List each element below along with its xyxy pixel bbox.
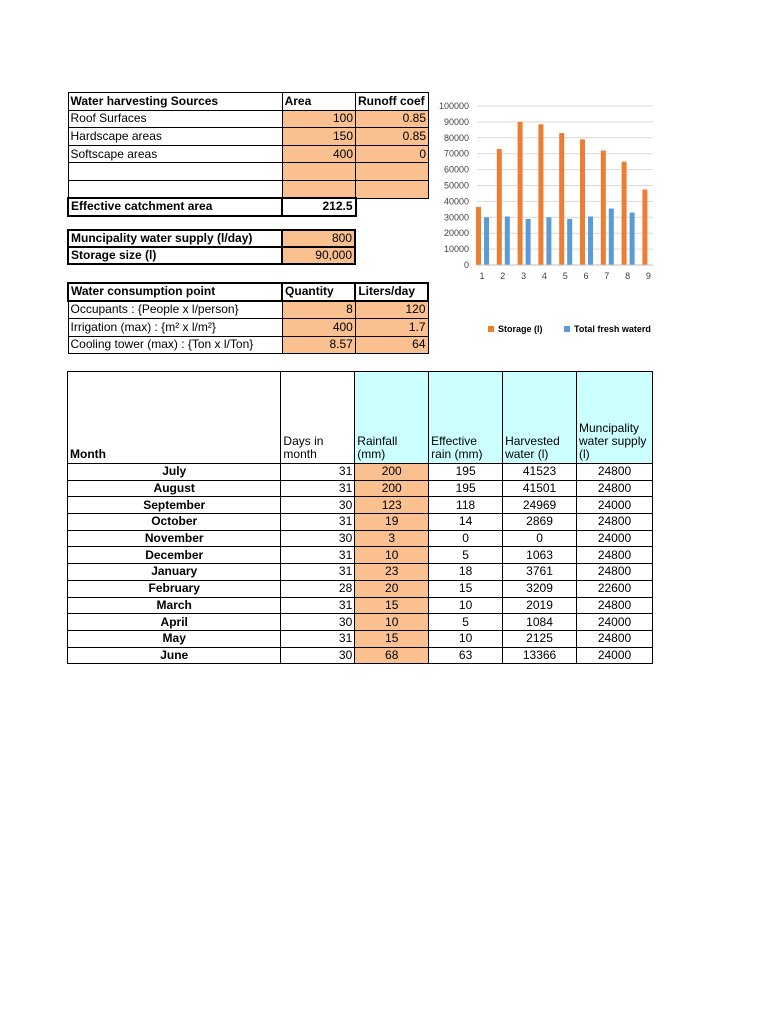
effective-rain-cell[interactable]: 5 [429,547,503,564]
days-cell[interactable]: 31 [281,514,355,531]
harvested-cell[interactable]: 2019 [503,597,577,614]
effective-rain-cell[interactable]: 0 [429,530,503,547]
x-tick-label: 5 [562,271,568,281]
days-cell[interactable]: 31 [281,480,355,497]
fresh-water-bar [505,217,510,265]
source-area-cell[interactable]: 150 [282,128,355,146]
month-cell[interactable]: May [68,630,281,647]
source-runoff-cell[interactable]: 0.85 [356,110,429,128]
chart-svg [431,93,653,355]
x-tick-label: 1 [479,271,485,281]
y-tick-label: 100000 [438,101,469,111]
harvested-cell[interactable]: 0 [503,530,577,547]
sources-header-row [68,93,429,111]
effective-rain-cell[interactable]: 63 [429,647,503,664]
month-row [68,464,653,481]
quantity-header: Quantity [282,283,355,301]
x-tick-label: 4 [541,271,547,281]
source-area-cell[interactable] [282,163,355,181]
source-row [68,128,429,146]
source-runoff-cell[interactable] [356,163,429,181]
y-tick-label: 70000 [443,148,469,159]
x-tick-label: 7 [604,271,610,281]
source-runoff-cell[interactable]: 0 [356,145,429,163]
rainfall-cell[interactable]: 23 [355,564,429,581]
storage-size-value[interactable]: 90,000 [282,247,355,264]
municipal-supply-cell[interactable]: 24000 [577,614,653,631]
consumption-quantity-cell[interactable]: 8.57 [282,336,355,354]
x-tick-label: 3 [521,271,527,281]
days-cell[interactable]: 30 [281,647,355,664]
days-cell[interactable]: 31 [281,630,355,647]
month-row [68,497,653,514]
month-cell[interactable]: December [68,547,281,564]
source-name-cell[interactable]: Softscape areas [68,145,282,163]
area-header-cell: Area [282,93,355,111]
days-cell[interactable]: 30 [281,614,355,631]
effective-rain-cell[interactable]: 10 [429,630,503,647]
legend-fresh-label: Total fresh waterd [574,324,651,334]
effective-rain-cell[interactable]: 5 [429,614,503,631]
municipal-supply-cell[interactable]: 24000 [577,647,653,664]
legend-fresh [564,324,651,334]
storage-bar [580,139,585,265]
rainfall-cell[interactable]: 68 [355,647,429,664]
municipality-supply-value[interactable]: 800 [282,230,355,247]
storage-bar [559,133,564,265]
effective-catchment-label: Effective catchment area [68,198,282,216]
month-cell[interactable]: September [68,497,281,514]
storage-bar [538,124,543,265]
harvested-cell[interactable]: 3209 [503,580,577,597]
storage-size-row [68,247,355,264]
consumption-name-cell[interactable]: Occupants : {People x l/person} [68,301,282,319]
x-tick-label: 2 [500,271,506,281]
supply-table [67,229,356,265]
month-cell[interactable]: March [68,597,281,614]
effective-rain-cell[interactable]: 15 [429,580,503,597]
rainfall-header: Rainfall (mm) [355,372,429,464]
rainfall-cell[interactable]: 200 [355,464,429,481]
harvested-cell[interactable]: 1084 [503,614,577,631]
effective-catchment-row [68,198,429,216]
consumption-point-header: Water consumption point [68,283,282,301]
rainfall-cell[interactable]: 200 [355,480,429,497]
municipal-supply-cell[interactable]: 24000 [577,497,653,514]
effective-catchment-value[interactable]: 212.5 [282,198,355,216]
consumption-table [67,282,429,354]
storage-chart [431,93,653,355]
x-tick-label: 8 [625,271,631,281]
monthly-header-row [68,372,653,464]
rainfall-cell[interactable]: 123 [355,497,429,514]
municipal-supply-cell[interactable]: 24800 [577,564,653,581]
days-cell[interactable]: 30 [281,530,355,547]
liters-header: Liters/day [355,283,428,301]
fresh-water-bar [588,217,593,265]
rainfall-cell[interactable]: 3 [355,530,429,547]
y-tick-label: 90000 [443,116,469,127]
storage-bar [601,151,606,265]
days-cell[interactable]: 31 [281,464,355,481]
month-row [68,564,653,581]
fresh-water-bar [630,213,635,265]
consumption-liters-cell[interactable]: 1.7 [355,318,428,336]
month-row [68,614,653,631]
harvested-cell[interactable]: 41523 [503,464,577,481]
consumption-quantity-cell[interactable]: 400 [282,318,355,336]
month-row [68,514,653,531]
month-cell[interactable]: April [68,614,281,631]
municipality-supply-header: Muncipality water supply (l) [577,372,653,464]
rainfall-cell[interactable]: 15 [355,597,429,614]
month-cell[interactable]: June [68,647,281,664]
legend-storage-label: Storage (l) [498,324,543,334]
fresh-water-bar [609,209,614,265]
municipal-supply-cell[interactable]: 24800 [577,514,653,531]
x-tick-label: 9 [645,271,651,281]
days-cell[interactable]: 31 [281,564,355,581]
rainfall-cell[interactable]: 20 [355,580,429,597]
month-cell[interactable]: July [68,464,281,481]
fresh-water-bar [546,217,551,265]
y-tick-label: 60000 [443,164,469,175]
month-row [68,630,653,647]
harvested-cell[interactable]: 41501 [503,480,577,497]
effective-rain-header: Effective rain (mm) [429,372,503,464]
consumption-row [68,301,428,319]
rainfall-cell[interactable]: 15 [355,630,429,647]
consumption-liters-cell[interactable]: 120 [355,301,428,319]
days-cell[interactable]: 31 [281,597,355,614]
source-area-cell[interactable] [282,180,355,198]
municipal-supply-cell[interactable]: 24800 [577,630,653,647]
rainfall-cell[interactable]: 10 [355,547,429,564]
effective-rain-cell[interactable]: 195 [429,464,503,481]
source-name-cell[interactable] [68,163,282,181]
harvested-cell[interactable]: 1063 [503,547,577,564]
harvested-cell[interactable]: 3761 [503,564,577,581]
days-header: Days in month [281,372,355,464]
harvested-cell[interactable]: 2869 [503,514,577,531]
source-row [68,163,429,181]
monthly-body [68,464,653,664]
days-cell[interactable]: 28 [281,580,355,597]
y-tick-label: 50000 [443,180,469,191]
municipal-supply-cell[interactable]: 24800 [577,480,653,497]
month-cell[interactable]: February [68,580,281,597]
source-area-cell[interactable]: 100 [282,110,355,128]
rainfall-cell[interactable]: 10 [355,614,429,631]
source-name-cell[interactable]: Hardscape areas [68,128,282,146]
municipality-supply-row [68,230,355,247]
legend-fresh-swatch [564,326,570,332]
month-row [68,480,653,497]
source-area-cell[interactable]: 400 [282,145,355,163]
days-cell[interactable]: 30 [281,497,355,514]
effective-rain-cell[interactable]: 195 [429,480,503,497]
month-row [68,530,653,547]
effective-rain-cell[interactable]: 18 [429,564,503,581]
storage-size-label: Storage size (l) [68,247,282,264]
y-tick-label: 0 [463,260,469,270]
municipal-supply-cell[interactable]: 22600 [577,580,653,597]
source-runoff-cell[interactable] [356,180,429,198]
rainfall-cell[interactable]: 19 [355,514,429,531]
y-tick-label: 80000 [443,132,469,143]
storage-bar [518,122,523,265]
municipal-supply-cell[interactable]: 24000 [577,530,653,547]
y-tick-label: 30000 [443,212,469,223]
month-cell[interactable]: August [68,480,281,497]
consumption-quantity-cell[interactable]: 8 [282,301,355,319]
fresh-water-bar [567,219,572,265]
consumption-row [68,336,428,354]
fresh-water-bar [484,217,489,265]
consumption-liters-cell[interactable]: 64 [355,336,428,354]
days-cell[interactable]: 31 [281,547,355,564]
consumption-row [68,318,428,336]
y-tick-label: 10000 [443,244,469,255]
month-cell[interactable]: January [68,564,281,581]
y-tick-label: 20000 [443,228,469,239]
source-row [68,180,429,198]
y-tick-label: 40000 [443,196,469,207]
effective-rain-cell[interactable]: 14 [429,514,503,531]
effective-rain-cell[interactable]: 118 [429,497,503,514]
month-header: Month [68,372,281,464]
harvesting-sources-table [67,92,429,217]
month-row [68,647,653,664]
fresh-water-bar [526,219,531,265]
storage-bar [642,189,647,265]
month-cell[interactable]: October [68,514,281,531]
harvested-cell[interactable]: 13366 [503,647,577,664]
storage-bar [622,162,627,265]
source-row [68,145,429,163]
harvested-cell[interactable]: 24969 [503,497,577,514]
consumption-header-row [68,283,428,301]
monthly-table [67,371,653,664]
legend-storage-swatch [488,326,494,332]
runoff-header-cell: Runoff coef [356,93,429,111]
month-cell[interactable]: November [68,530,281,547]
source-runoff-cell[interactable]: 0.85 [356,128,429,146]
harvested-cell[interactable]: 2125 [503,630,577,647]
month-row [68,547,653,564]
source-row [68,110,429,128]
harvested-header: Harvested water (l) [503,372,577,464]
municipal-supply-cell[interactable]: 24800 [577,597,653,614]
month-row [68,597,653,614]
consumption-name-cell[interactable]: Irrigation (max) : {m² x l/m²} [68,318,282,336]
empty-cell [356,198,429,216]
effective-rain-cell[interactable]: 10 [429,597,503,614]
storage-bar [476,207,481,265]
legend-storage [488,324,543,334]
sources-header-cell: Water harvesting Sources [68,93,282,111]
municipal-supply-cell[interactable]: 24800 [577,464,653,481]
consumption-name-cell[interactable]: Cooling tower (max) : {Ton x l/Ton} [68,336,282,354]
municipality-supply-label: Muncipality water supply (l/day) [68,230,282,247]
source-name-cell[interactable]: Roof Surfaces [68,110,282,128]
municipal-supply-cell[interactable]: 24800 [577,547,653,564]
source-name-cell[interactable] [68,180,282,198]
storage-bar [497,149,502,265]
month-row [68,580,653,597]
x-tick-label: 6 [583,271,589,281]
